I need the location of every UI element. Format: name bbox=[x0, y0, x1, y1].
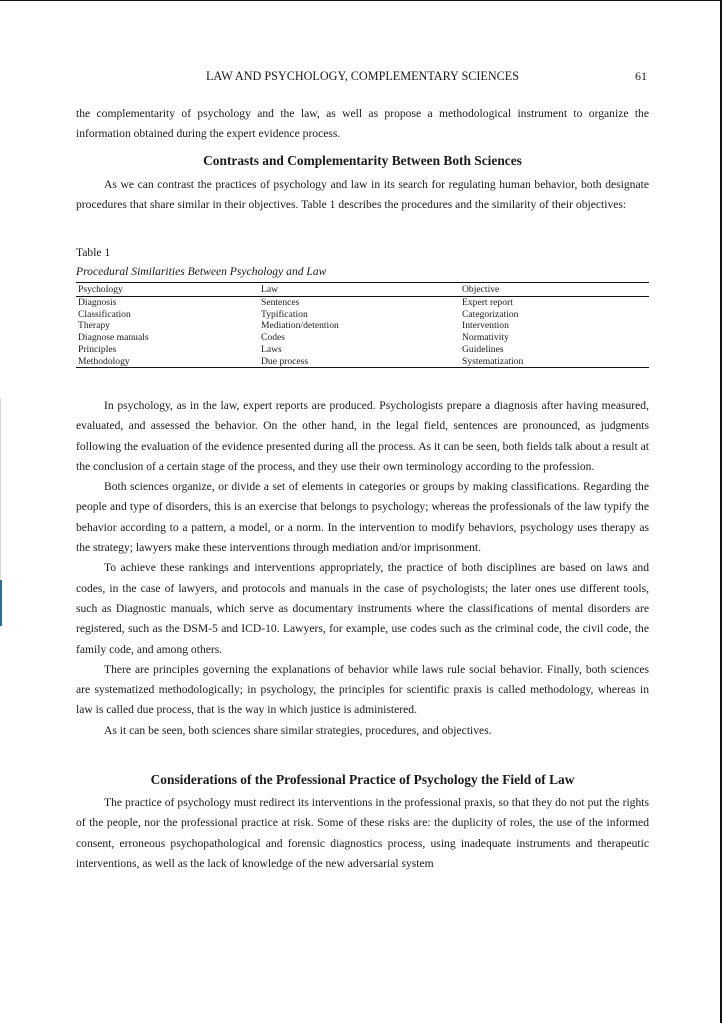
intro-paragraph-block bbox=[76, 104, 649, 145]
page-number: 61 bbox=[635, 69, 647, 83]
table-cell: Systematization bbox=[460, 356, 649, 368]
table-title: Procedural Similarities Between Psychology and Law bbox=[76, 265, 327, 278]
procedural-similarities-table bbox=[76, 282, 649, 368]
column-header: Law bbox=[259, 283, 460, 297]
body-paragraph: Both sciences organize, or divide a set of elements in categories or groups by making classifications. Regarding the people and type of disorders, this is an exercise that belongs to psychology; whereas the professionals of the law typify the behavior according to a pattern, a model, or a norm. In the intervention to modify behaviors, psychology uses therapy as the strategy; lawyers make these interventions through mediation and/or imprisonment. bbox=[76, 480, 649, 555]
table-cell: Classification bbox=[78, 308, 131, 320]
table-label: Table 1 bbox=[76, 246, 111, 259]
body-paragraph: In psychology, as in the law, expert reports are produced. Psychologists prepare a diagnosis after having measured, evaluated, and assessed the behavior. On the other hand, in the legal field, sentences are pronounced, as judgments following the evaluation of the evidence presented during all the process. As it can be seen, both fields talk about a result at the conclusion of a certain stage of the process, and they use their own terminology according to the profession. bbox=[76, 399, 649, 473]
body-paragraph: There are principles governing the explanations of behavior while laws rule social behavior. Finally, both sciences are systematized methodologically; in psychology, the principles for scientific praxis is called methodology, whereas in law is called due process, that is the way in which justice is administered. bbox=[76, 662, 649, 717]
left-edge-marker bbox=[0, 580, 2, 626]
table-cell: Intervention bbox=[462, 320, 509, 332]
table-cell: Therapy bbox=[78, 320, 110, 332]
table-cell: Laws bbox=[261, 343, 282, 355]
page-border-top bbox=[0, 0, 720, 1]
table-cell: Typification bbox=[261, 308, 308, 320]
body-text bbox=[76, 396, 649, 741]
intro-paragraph: the complementarity of psychology and the law, as well as propose a methodological instrument to organize the information obtained during the expert evidence process. bbox=[76, 107, 649, 141]
section-heading: Contrasts and Complementarity Between Both Sciences bbox=[203, 153, 522, 168]
table-row bbox=[76, 356, 649, 368]
body-paragraph: To achieve these rankings and interventions appropriately, the practice of both disciplines are based on laws and codes, in the case of lawyers, and protocols and manuals in the case of psychologists; the later ones use different tools, such as Diagnostic manuals, which serve as documentary instruments where the classifications of mental disorders are registered, such as the DSM-5 and ICD-10. Lawyers, for example, use codes such as the criminal code, the civil code, the family code, and among others. bbox=[76, 561, 649, 656]
table-cell: Diagnosis bbox=[78, 297, 117, 308]
table-row bbox=[76, 320, 649, 332]
column-header: Objective bbox=[460, 283, 649, 297]
table-cell: Categorization bbox=[462, 308, 519, 320]
table-cell: Sentences bbox=[261, 297, 300, 308]
table-row bbox=[76, 309, 649, 321]
table-cell: Normativity bbox=[462, 332, 509, 344]
section-heading: Considerations of the Professional Practice of Psychology the Field of Law bbox=[150, 772, 575, 787]
table-row bbox=[76, 344, 649, 356]
table-cell: Guidelines bbox=[462, 343, 504, 355]
running-head bbox=[76, 69, 649, 85]
left-edge-line bbox=[0, 398, 1, 580]
table-cell: Due process bbox=[259, 356, 460, 368]
table-header-row bbox=[76, 283, 649, 297]
table-cell: Principles bbox=[78, 343, 117, 355]
section-contrasts bbox=[76, 151, 649, 216]
table-cell: Diagnose manuals bbox=[78, 332, 149, 344]
table-row bbox=[76, 297, 649, 309]
table-cell: Mediation/detention bbox=[261, 320, 339, 332]
body-paragraph: As it can be seen, both sciences share similar strategies, procedures, and objectives. bbox=[104, 723, 492, 737]
section-considerations bbox=[76, 770, 649, 874]
page-border-right bbox=[720, 0, 722, 1023]
running-title: LAW AND PSYCHOLOGY, COMPLEMENTARY SCIENCES bbox=[205, 69, 520, 83]
table-cell: Methodology bbox=[76, 356, 259, 368]
table-cell: Codes bbox=[261, 332, 285, 344]
section-paragraph: As we can contrast the practices of psychology and law in its search for regulating human behavior, both designate procedures that share similar in their objectives. Table 1 describes the procedures and the similarity of their objectives: bbox=[76, 178, 649, 212]
column-header: Psychology bbox=[76, 283, 259, 297]
table-cell: Expert report bbox=[462, 297, 513, 308]
section-paragraph: The practice of psychology must redirect its interventions in the professional praxis, so that they do not put the rights of the people, nor the professional practice at risk. Some of these risks are: the duplicity of roles, the use of the informed consent, erroneous psychopathological and forensic diagnostics process, using inadequate instruments and therapeutic interventions, as well as the lack of knowledge of the new adversarial system bbox=[76, 796, 649, 870]
table-row bbox=[76, 332, 649, 344]
table-1 bbox=[76, 245, 649, 368]
